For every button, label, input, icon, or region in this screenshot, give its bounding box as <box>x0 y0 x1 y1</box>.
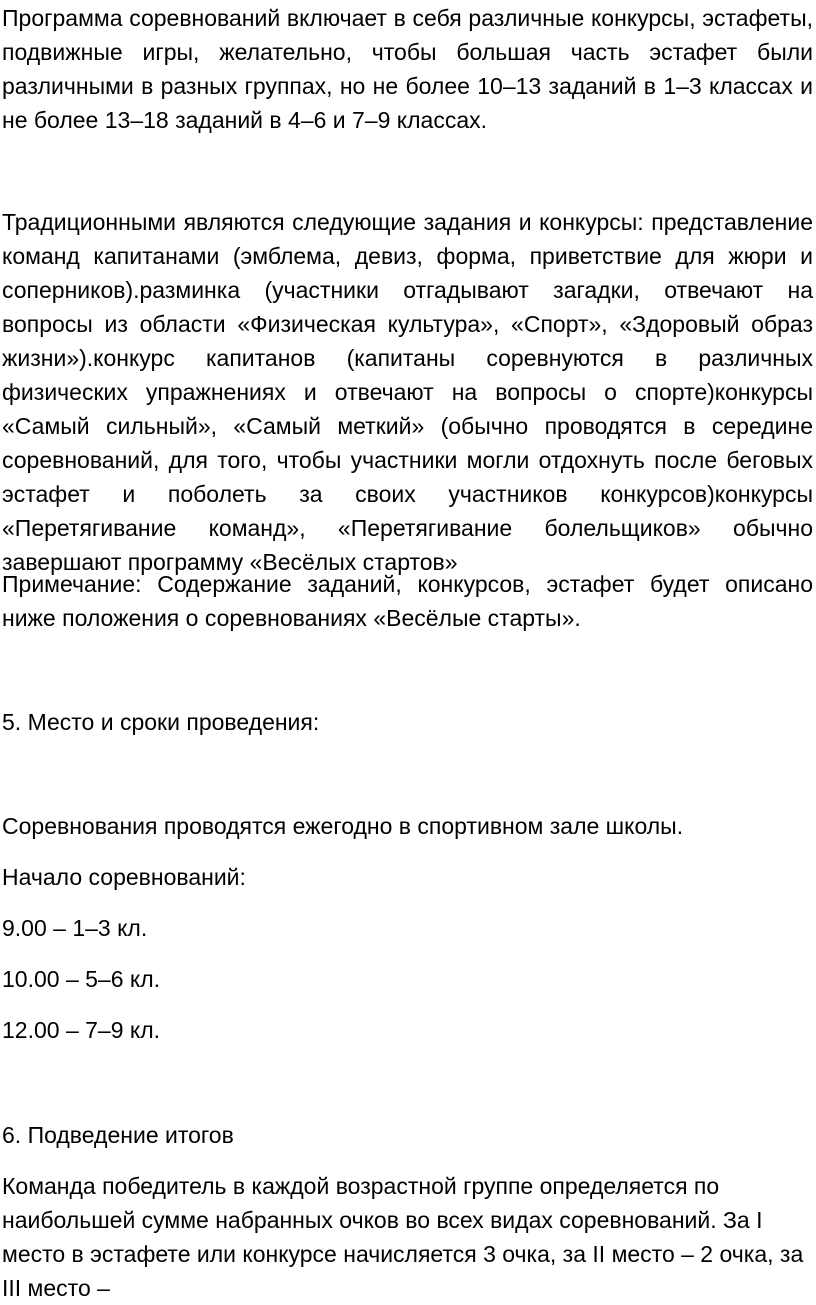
schedule-item: 9.00 – 1–3 кл. <box>2 915 148 941</box>
paragraph-start-label: Начало соревнований: <box>2 864 246 890</box>
paragraph-traditional-tasks: Традиционными являются следующие задания и конкурсы: представление команд капитанами (эмблема, девиз, форма, приветствие для жюри и соперников).разминка (участники отгадывают загадки, отвечают на вопросы из области «Физическая культура», «Спорт», «Здоровый образ жизни»).конкурс капитанов (капитаны соревнуются в различных физических упражнениях и отвечают на вопросы о спорте)конкурсы «Самый сильный», «Самый меткий» (обычно проводятся в середине соревнований, для того, чтобы участники могли отдохнуть после беговых эстафет и поболеть за своих участников конкурсов)конкурсы «Перетягивание команд», «Перетягивание болельщиков» обычно завершают программу «Весёлых стартов» <box>2 209 813 575</box>
paragraph-scoring: Команда победитель в каждой возрастной группе определяется по наибольшей сумме набранных очков во всех видах соревнований. За I место в эстафете или конкурсе начисляется 3 очка, за II место – 2 очка, за III место – <box>2 1173 804 1301</box>
section-heading-place-and-dates: 5. Место и сроки проведения: <box>2 709 320 735</box>
paragraph-note: Примечание: Содержание заданий, конкурсов, эстафет будет описано ниже положения о соревнованиях «Весёлые старты». <box>2 571 813 631</box>
paragraph-venue: Соревнования проводятся ежегодно в спортивном зале школы. <box>2 813 684 839</box>
schedule-item: 12.00 – 7–9 кл. <box>2 1017 161 1043</box>
section-heading-results: 6. Подведение итогов <box>2 1122 234 1148</box>
paragraph-program-description: Программа соревнований включает в себя различные конкурсы, эстафеты, подвижные игры, желательно, чтобы большая часть эстафет были различными в разных группах, но не более 10–13 заданий в 1–3 классах и не более 13–18 заданий в 4–6 и 7–9 классах. <box>2 5 813 133</box>
schedule-item: 10.00 – 5–6 кл. <box>2 966 161 992</box>
